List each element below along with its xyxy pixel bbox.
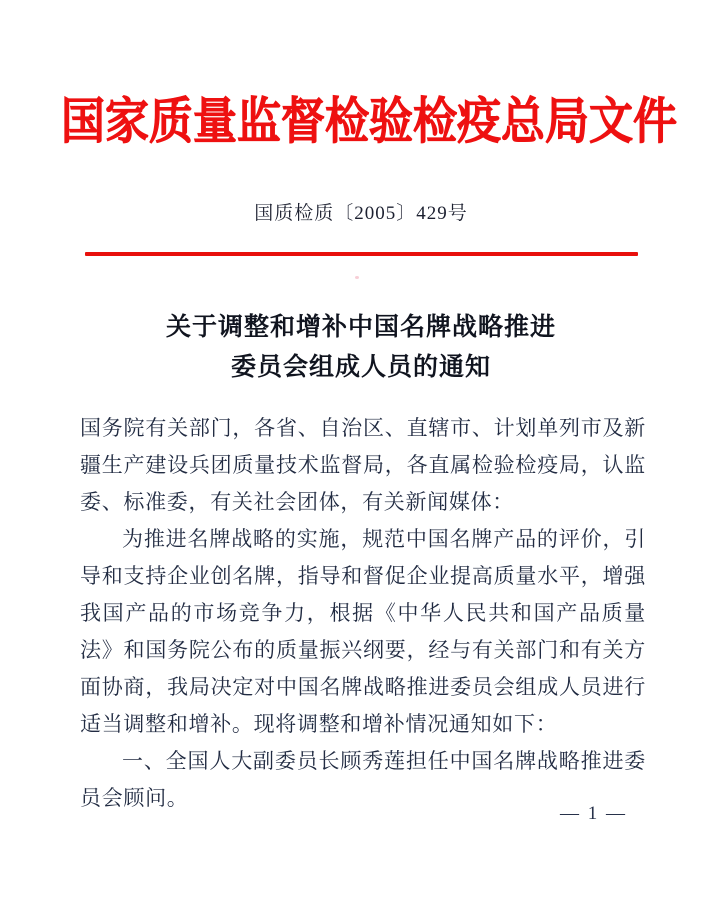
agency-header: 国家质量监督检验检疫总局文件 xyxy=(61,94,677,149)
page-number: — 1 — xyxy=(560,803,627,824)
title-line-1: 关于调整和增补中国名牌战略推进 xyxy=(165,314,556,341)
scan-artifact-dot xyxy=(355,276,359,279)
red-separator-rule xyxy=(85,252,638,256)
document-body xyxy=(80,410,646,817)
document-title xyxy=(0,308,722,388)
recipients-paragraph: 国务院有关部门，各省、自治区、直辖市、计划单列市及新疆生产建设兵团质量技术监督局，各直属检验检疫局，认监委、标准委，有关社会团体，有关新闻媒体： xyxy=(80,416,646,514)
item-1-paragraph: 一、全国人大副委员长顾秀莲担任中国名牌战略推进委员会顾问。 xyxy=(80,749,646,810)
main-paragraph: 为推进名牌战略的实施，规范中国名牌产品的评价，引导和支持企业创名牌，指导和督促企业提高质量水平，增强我国产品的市场竞争力，根据《中华人民共和国产品质量法》和国务院公布的质量振兴纲要，经与有关部门和有关方面协商，我局决定对中国名牌战略推进委员会组成人员进行适当调整和增补。现将调整和增补情况通知如下： xyxy=(80,527,646,736)
title-line-2: 委员会组成人员的通知 xyxy=(230,354,491,381)
document-number: 国质检质〔2005〕429号 xyxy=(254,203,468,224)
